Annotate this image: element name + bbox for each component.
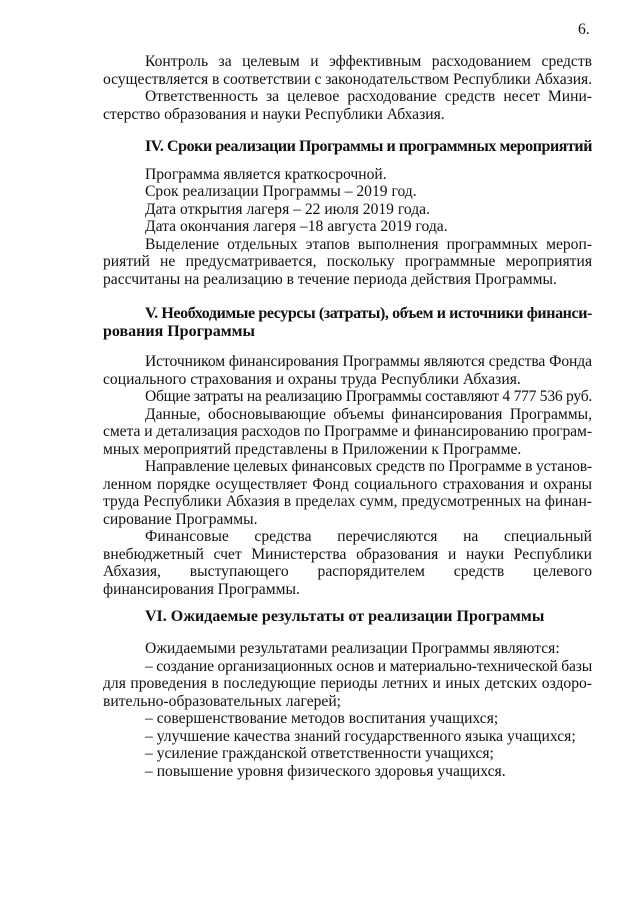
text-line: Финансовые средства перечисляются на специальный: [145, 528, 592, 545]
text-line: – улучшение качества знаний государственного языка учащихся;: [145, 727, 576, 745]
text-line: смета и детализация расходов по Программе и финансированию програм-: [103, 423, 592, 440]
heading-line: IV. Сроки реализации Программы и программных мероприятий: [145, 138, 592, 155]
text-line: Абхазия, выступающего распорядителем средств целевого: [103, 563, 592, 580]
text-line: Контроль за целевым и эффективным расходованием средств: [145, 53, 592, 70]
text-line: Дата окончания лагеря –18 августа 2019 года.: [145, 218, 448, 235]
text-line: финансирования Программы.: [103, 580, 300, 598]
paragraph: [103, 406, 592, 459]
text-line: – повышение уровня физического здоровья учащихся.: [145, 762, 506, 780]
text-line: Данные, обосновывающие объемы финансирования Программы,: [145, 405, 592, 423]
paragraph: [103, 458, 592, 528]
paragraph: [103, 236, 592, 289]
text-line: Направление целевых финансовых средств по Программе в установ-: [145, 458, 592, 475]
text-line: Программа является краткосрочной.: [145, 165, 387, 183]
text-line: – усиление гражданской ответственности учащихся;: [145, 745, 494, 762]
text-line: стерство образования и науки Республики Абхазия.: [103, 105, 445, 123]
text-line: Выделение отдельных этапов выполнения программных мероп-: [145, 235, 592, 253]
text-line: сирование Программы.: [103, 510, 258, 528]
paragraph: [103, 728, 592, 746]
page-number: 6.: [578, 21, 590, 38]
paragraph: [103, 353, 592, 388]
text-line: осуществляется в соответствии с законодательством Республики Абхазия.: [103, 70, 592, 88]
paragraph: [103, 658, 592, 711]
heading-line: рования Программы: [103, 322, 256, 340]
text-line: – совершенствование методов воспитания учащихся;: [145, 710, 499, 727]
paragraph: [103, 88, 592, 123]
text-line: – создание организационных основ и материально-технической базы: [145, 657, 592, 675]
text-line: рассчитаны на реализацию в течение периода действия Программы.: [103, 270, 557, 288]
paragraph: [103, 218, 592, 236]
text-line: Источником финансирования Программы являются средства Фонда: [145, 353, 592, 370]
paragraph: [103, 528, 592, 598]
section-heading: [103, 305, 592, 340]
paragraph: [103, 166, 592, 184]
paragraph: [103, 183, 592, 201]
text-line: Общие затраты на реализацию Программы составляют 4 777 536 руб.: [145, 388, 592, 405]
text-line: труда Республики Абхазия в пределах сумм, предусмотренных на финан-: [103, 493, 592, 510]
text-line: для проведения в последующие периоды летних и иных детских оздоро-: [103, 675, 592, 692]
text-line: Срок реализации Программы – 2019 год.: [145, 183, 417, 200]
heading-line: V. Необходимые ресурсы (затраты), объем и источники финанси-: [145, 305, 593, 322]
paragraph: [103, 640, 592, 658]
text-line: внебюджетный счет Министерства образования и науки Республики: [103, 545, 592, 563]
text-line: ленном порядке осуществляет Фонд социального страхования и охраны: [103, 475, 592, 493]
paragraph: [103, 388, 592, 406]
section-heading: [103, 608, 592, 626]
heading-line: VI. Ожидаемые результаты от реализации Программы: [145, 608, 545, 625]
document-body: [103, 53, 592, 780]
text-line: Ожидаемыми результатами реализации Программы являются:: [145, 640, 560, 657]
text-line: социального страхования и охраны труда Республики Абхазия.: [103, 370, 521, 388]
section-heading: [103, 138, 592, 156]
paragraph: [103, 710, 592, 728]
text-line: вительно-образовательных лагерей;: [103, 692, 342, 710]
text-line: Ответственность за целевое расходование средств несет Мини-: [145, 88, 592, 105]
text-line: мных мероприятий представлены в Приложении к Программе.: [103, 440, 522, 458]
text-line: Дата открытия лагеря – 22 июля 2019 года.: [145, 200, 430, 218]
paragraph: [103, 763, 592, 781]
paragraph: [103, 745, 592, 763]
paragraph: [103, 53, 592, 88]
text-line: риятий не предусматривается, поскольку программные мероприятия: [103, 253, 592, 270]
paragraph: [103, 201, 592, 219]
